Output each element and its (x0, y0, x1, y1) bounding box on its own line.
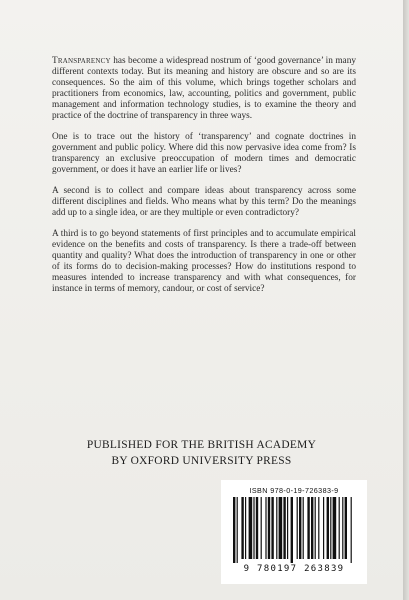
blurb-paragraph-1-text: has become a widespread nostrum of ‘good governance’ in many different contexts today. But its meaning and history are obscure and so are its consequences. So the aim of this volume, which brings together scholars and practitioners from economics, law, accounting, politics and government, public management and information technology studies, is to examine the theory and practice of the doctrine of transparency in three ways. (52, 56, 356, 122)
publisher-line-1: PUBLISHED FOR THE BRITISH ACADEMY (86, 439, 317, 451)
blurb-text (52, 56, 356, 305)
blurb-lead-word: Transparency (52, 56, 111, 66)
publisher-line-2: BY OXFORD UNIVERSITY PRESS (111, 455, 292, 467)
barcode-panel (221, 480, 367, 584)
blurb-paragraph-2: One is to trace out the history of ‘transparency’ and cognate doctrines in government and public policy. Where did this now pervasive idea come from? Is transparency an exclusive preoccupation of modern times and democratic government, or does it have an earlier life or lives? (52, 132, 356, 176)
publisher-imprint (0, 437, 403, 469)
barcode-digits: 9 780197 263839 (243, 564, 345, 574)
cover-edge (403, 0, 409, 600)
barcode-image (221, 497, 367, 565)
isbn-label: ISBN 978-0-19-726383-9 (249, 486, 339, 495)
blurb-paragraph-3: A second is to collect and compare ideas about transparency across some different disciplines and fields. Who means what by this term? Do the meanings add up to a single idea, or are they multiple or even contradictory? (52, 185, 356, 219)
blurb-paragraph-4: A third is to go beyond statements of first principles and to accumulate empirical evidence on the benefits and costs of transparency. Is there a trade-off between quantity and quality? What does the introduction of transparency in one or other of its forms do to decision-making processes? How do institutions respond to measures intended to increase transparency and with what consequences, for instance in terms of memory, candour, or cost of service? (52, 228, 356, 295)
blurb-paragraph-1 (52, 56, 356, 123)
